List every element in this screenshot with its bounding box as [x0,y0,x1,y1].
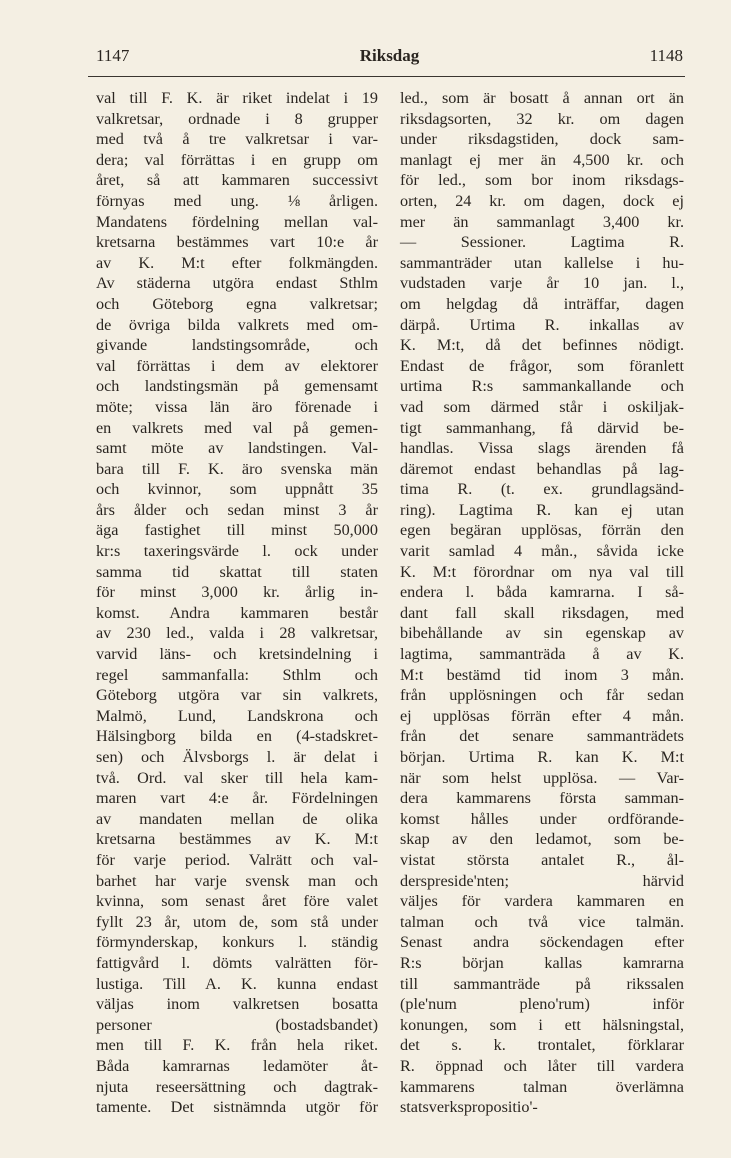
text-line: njuta reseersättning och dagtrak- [96,1077,378,1096]
text-line: sen) och Älvsborgs l. är delat i [96,748,378,766]
text-line: bara till F. K. äro svenska män [96,459,378,478]
text-line: val förrättas i dem av elektorer [96,356,378,375]
text-line: men till F. K. från hela riket. [96,1036,378,1055]
text-line: dera; val förrättas i en grupp om [96,150,378,169]
text-line: kr:s taxeringsvärde l. ock under [96,542,378,561]
text-line: Göteborg utgöra var sin valkrets, [96,686,378,705]
text-line: året, så att kammaren successivt [96,171,378,190]
text-line: väljes för vardera kammaren en [400,892,684,911]
text-line: tamente. Det sistnämnda utgör för [96,1098,378,1117]
text-line: vistat största antalet R., ål- [400,850,684,869]
text-line: K. M:t, då det befinnes nödigt. [400,336,684,355]
right-column [400,88,684,1118]
text-line: egen begäran upplösas, förrän den [400,521,684,540]
text-line: och kvinnor, som uppnått 35 [96,480,378,499]
text-line: vudstaden varje år 10 jan. l., [400,274,684,293]
text-line: under riksdagstiden, dock sam- [400,130,684,149]
text-line: barhet har varje svensk man och [96,871,378,890]
text-line: ring). Lagtima R. kan ej utan [400,500,684,519]
text-line: Malmö, Lund, Landskrona och [96,706,378,725]
text-line: till sammanträde på rikssalen [400,974,684,993]
left-column [96,88,378,1118]
text-line: R:s början kallas kamrarna [400,953,684,972]
text-line: orten, 24 kr. om dagen, dock ej [400,191,684,210]
text-line: mer än sammanlagt 3,400 kr. [400,212,684,231]
text-line: de övriga bilda valkrets med om- [96,315,378,334]
text-line: urtima R:s sammankallande och [400,377,684,396]
text-line: konungen, som i ett hälsningstal, [400,1015,684,1034]
text-line: från upplösningen och får sedan [400,686,684,705]
text-line: och landstingsmän på gemensamt [96,377,378,396]
text-line: tima R. (t. ex. grundlagsänd- [400,480,684,499]
running-title: Riksdag [359,46,420,65]
text-line: manlagt ej mer än 4,500 kr. och [400,150,684,169]
text-line: äga fastighet till minst 50,000 [96,521,378,540]
text-line: av K. M:t efter folkmängden. [96,253,378,272]
text-line: från det senare sammanträdets [400,727,684,746]
text-line: däremot endast behandlas på lag- [400,459,684,478]
text-line: det s. k. trontalet, förklarar [400,1036,684,1055]
header-rule [88,76,685,77]
text-line: tigt sammanhang, få därvid be- [400,418,684,437]
text-line: väljas inom valkretsen bosatta [96,995,378,1014]
text-line: början. Urtima R. kan K. M:t [400,748,684,766]
text-line: led., som är bosatt å annan ort än [400,89,684,107]
text-line: maren vart 4:e år. Fördelningen [96,789,378,808]
text-line: kretsarna bestämmes vart 10:e år [96,233,378,252]
text-line: komst. Andra kammaren består [96,603,378,622]
text-line: för led., som bor inom riksdags- [400,171,684,190]
text-line: samt möte av landstingen. Val- [96,439,378,458]
text-line: varit samlad 4 mån., såvida icke [400,542,684,561]
text-line: R. öppnad och låter till vardera [400,1056,684,1075]
text-line: av mandaten mellan de olika [96,809,378,828]
text-line: med två å tre valkretsar i var- [96,130,378,149]
text-line: Mandatens fördelning mellan val- [96,212,378,231]
text-line: talman och två vice talmän. [400,912,684,931]
text-line: Senast andra söckendagen efter [400,933,684,952]
text-line: kammarens talman överlämna [400,1077,684,1096]
text-line: två. Ord. val sker till hela kam- [96,768,378,787]
text-line: skap av den ledamot, som be- [400,830,684,849]
text-line: dera kammarens första samman- [400,789,684,808]
text-line: ej upplösas förrän efter 4 mån. [400,706,684,725]
text-line: (ple'num pleno'rum) inför [400,995,684,1014]
text-line: när som helst upplösa. — Var- [400,768,684,787]
text-line: valkretsar, ordnade i 8 grupper [96,109,378,128]
text-line: riksdagsorten, 32 kr. om dagen [400,109,684,128]
text-line: endera l. båda kamrarna. I så- [400,583,684,602]
text-line: för varje period. Valrätt och val- [96,850,378,869]
text-line: kretsarna bestämmes av K. M:t [96,830,378,849]
text-line: Hälsingborg bilda en (4-stadskret- [96,727,378,746]
text-line: samma tid skattat till staten [96,562,378,581]
text-line: lustiga. Till A. K. kunna endast [96,974,378,993]
text-line: statsverkspropositio'- [400,1098,538,1117]
text-line: Båda kamrarnas ledamöter åt- [96,1056,378,1075]
text-line: komst hålles under ordförande- [400,809,684,828]
text-line: vad som därmed står i oskiljak- [400,397,684,416]
left-page-number: 1147 [96,46,130,65]
text-line: om helgdag då inträffar, dagen [400,294,684,313]
text-line: möte; vissa län äro förenade i [96,397,378,416]
text-line: av 230 led., valda i 28 valkretsar, [96,624,378,643]
text-line: en valkrets med val på gemen- [96,418,378,437]
text-line: handlas. Vissa slags ärenden få [400,439,684,458]
text-line: regel sammanfalla: Sthlm och [96,665,378,684]
text-line: sammanträder utan kallelse i hu- [400,253,684,272]
text-line: varvid läns- och kretsindelning i [96,645,378,664]
text-line: för minst 3,000 kr. årlig in- [96,583,378,602]
text-line: fyllt 23 år, utom de, som stå under [96,912,378,931]
text-line: bibehållande av sin egenskap av [400,624,684,643]
text-line: M:t bestämd tid inom 3 mån. [400,665,684,684]
text-line: givande landstingsområde, och [96,336,378,355]
text-line: förmynderskap, konkurs l. ständig [96,933,378,952]
page-header [96,46,683,72]
text-line: års ålder och sedan minst 3 år [96,500,378,519]
text-line: derspreside'nten; härvid [400,871,684,890]
text-line: Av städerna utgöra endast Sthlm [96,274,378,293]
text-line: personer (bostadsbandet) [96,1015,378,1034]
text-line: lagtima, sammanträda å av K. [400,645,684,664]
text-line: dant fall skall riksdagen, med [400,603,684,622]
text-line: fattigvård l. dömts valrätten för- [96,953,378,972]
text-line: K. M:t förordnar om nya val till [400,562,684,581]
text-line: och Göteborg egna valkretsar; [96,294,378,313]
right-page-number: 1148 [649,46,683,65]
text-line: — Sessioner. Lagtima R. [400,233,684,252]
text-line: därpå. Urtima R. inkallas av [400,315,684,334]
text-line: Endast de frågor, som föranlett [400,356,684,375]
text-line: förnyas med ung. ⅛ årligen. [96,191,378,210]
text-line: val till F. K. är riket indelat i 19 [96,89,378,107]
text-line: kvinna, som senast året före valet [96,892,378,911]
